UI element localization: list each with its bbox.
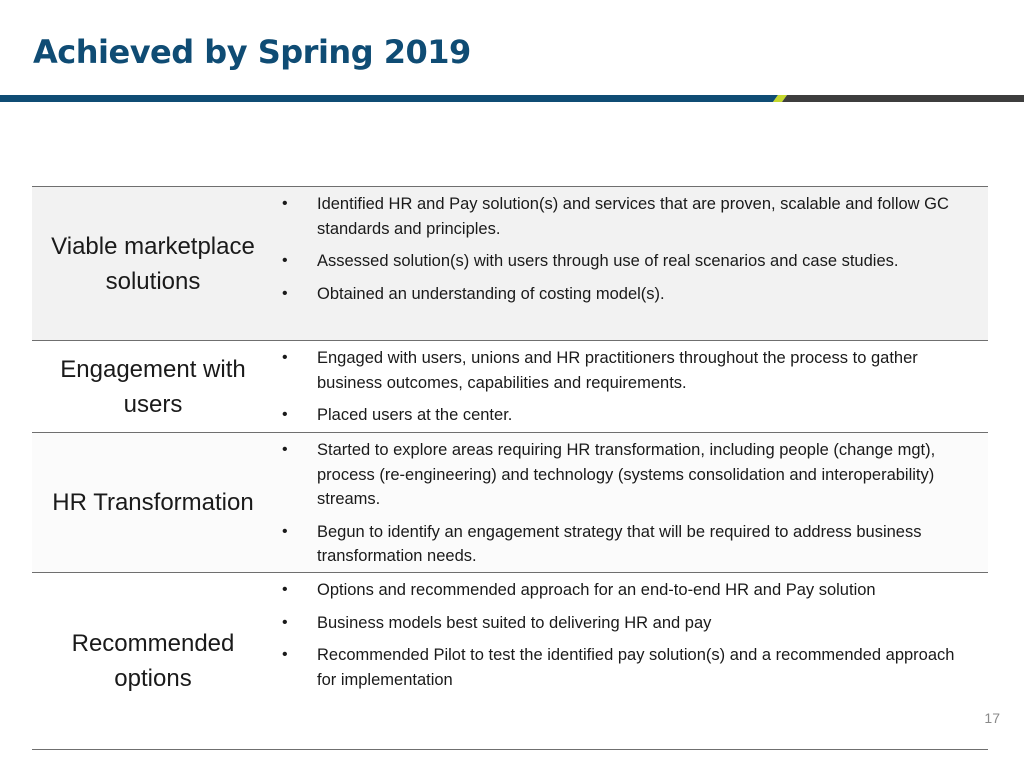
list-item-text: Identified HR and Pay solution(s) and services that are proven, scalable and follow GC standards and principles.: [317, 195, 949, 238]
list-item: [274, 346, 968, 395]
bullet-list: [274, 341, 988, 432]
list-item-text: Assessed solution(s) with users through use of real scenarios and case studies.: [317, 252, 899, 270]
page-number: 17: [984, 710, 1000, 726]
bullet-icon: •: [282, 646, 288, 663]
row-label: Engagement with users: [60, 355, 246, 418]
achievements-table: [32, 186, 988, 750]
list-item-text: Placed users at the center.: [317, 406, 513, 424]
list-item-text: Options and recommended approach for an end-to-end HR and Pay solution: [317, 581, 876, 599]
bullet-icon: •: [282, 441, 288, 458]
list-item: [274, 192, 968, 241]
table-row: [32, 187, 988, 341]
bullet-icon: •: [282, 522, 288, 540]
list-item-text: Begun to identify an engagement strategy that will be required to address business transformation needs.: [317, 522, 922, 565]
title-banner: [0, 95, 1024, 102]
list-item: [274, 611, 968, 636]
bullet-list: [274, 433, 988, 572]
bullet-icon: •: [282, 195, 288, 212]
list-item-text: Engaged with users, unions and HR practitioners throughout the process to gather business outcomes, capabilities and requirements.: [317, 349, 918, 392]
list-item-text: Obtained an understanding of costing model(s).: [317, 284, 665, 303]
row-label: Viable marketplace solutions: [51, 232, 255, 295]
list-item: [274, 403, 968, 428]
list-item: [274, 282, 968, 307]
row-label: Recommended options: [71, 630, 235, 692]
list-item: [274, 578, 968, 603]
list-item-text: Recommended Pilot to test the identified pay solution(s) and a recommended approach for implementation: [317, 646, 955, 689]
table-row: [32, 573, 988, 750]
list-item: [274, 438, 968, 512]
bullet-icon: •: [282, 613, 288, 631]
bullet-icon: •: [282, 581, 288, 598]
bullet-list: [274, 573, 988, 749]
bullet-icon: •: [282, 349, 288, 366]
list-item-text: Started to explore areas requiring HR transformation, including people (change mgt), process (re-engineering) and technology (systems consolidation and interoperability) streams.: [317, 441, 936, 508]
bullet-icon: •: [282, 252, 288, 269]
table-row: [32, 433, 988, 573]
bullet-icon: •: [282, 284, 288, 302]
bullet-icon: •: [282, 406, 288, 423]
banner-dark-segment: [782, 95, 1024, 102]
row-label: HR Transformation: [52, 489, 254, 516]
list-item: [274, 249, 968, 274]
list-item: [274, 520, 968, 569]
banner-blue-segment: [0, 95, 778, 102]
list-item: [274, 643, 968, 692]
bullet-list: [274, 187, 988, 340]
table-row: [32, 341, 988, 433]
list-item-text: Business models best suited to delivering HR and pay: [317, 613, 712, 632]
slide-title: Achieved by Spring 2019: [33, 33, 471, 71]
